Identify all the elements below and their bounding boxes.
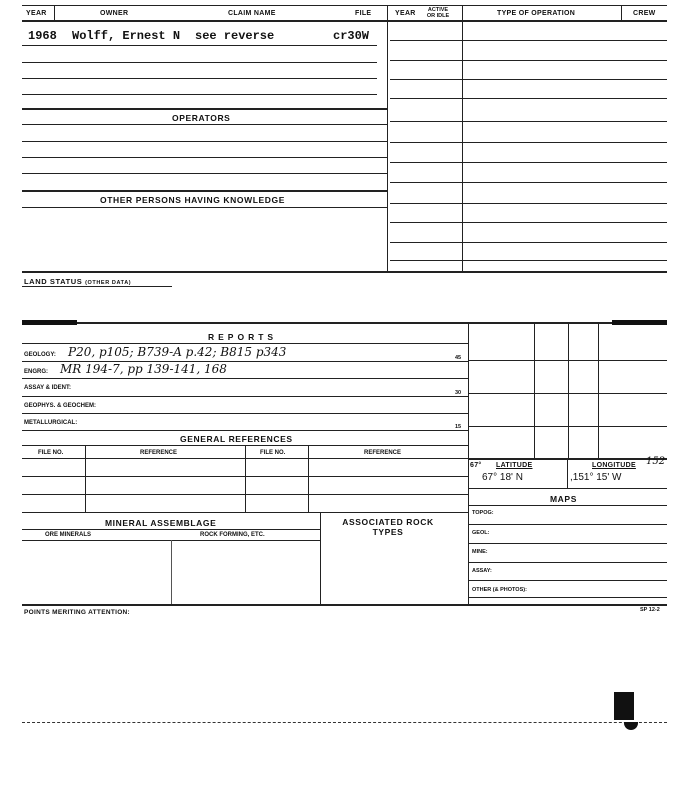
header-type-of-operation: TYPE OF OPERATION	[497, 10, 576, 17]
header-year-right: YEAR	[395, 10, 416, 17]
header-year: YEAR	[26, 10, 47, 17]
form-code: SP 12-2	[640, 607, 660, 613]
latitude-value: 67° 18' N	[482, 472, 523, 483]
grid-number-15: 15	[455, 424, 462, 430]
grid-number-30: 30	[455, 390, 462, 396]
map-other-label: OTHER (& PHOTOS):	[472, 587, 527, 593]
claim-name-value: see reverse	[195, 29, 275, 43]
geology-value: P20, p105; B739-A p.42; B815 p343	[68, 345, 287, 359]
ref-file-no-header-2: FILE NO.	[260, 450, 286, 456]
ore-minerals-header: ORE MINERALS	[45, 532, 92, 538]
land-status-heading: LAND STATUS (OTHER DATA)	[24, 277, 132, 286]
latitude-degree: 67°	[470, 462, 482, 469]
geology-label: GEOLOGY:	[24, 352, 56, 358]
associated-rock-types-heading: ASSOCIATED ROCK TYPES	[342, 517, 434, 537]
file-value: cr30W	[333, 29, 370, 43]
engrg-label: ENGRG:	[24, 369, 48, 375]
maps-heading: MAPS	[550, 494, 577, 504]
map-geol-label: GEOL:	[472, 530, 490, 536]
longitude-note: 152	[646, 456, 666, 467]
mineral-assemblage-heading: MINERAL ASSEMBLAGE	[105, 518, 217, 528]
map-mine-label: MINE:	[472, 549, 488, 555]
map-assay-label: ASSAY:	[472, 568, 492, 574]
map-topog-label: TOPOG:	[472, 510, 494, 516]
header-rule	[22, 20, 667, 22]
general-references-heading: GENERAL REFERENCES	[180, 434, 293, 444]
assay-ident-label: ASSAY & IDENT:	[24, 385, 72, 391]
band-mark-left	[22, 320, 77, 325]
grid-number-45: 45	[455, 355, 462, 361]
header-claim-name: CLAIM NAME	[228, 10, 276, 17]
header-active-or-idle: ACTIVE OR IDLE	[426, 7, 450, 19]
bottom-corner-mark	[614, 692, 634, 720]
longitude-label: LONGITUDE	[592, 462, 636, 469]
ref-file-no-header: FILE NO.	[38, 450, 64, 456]
other-persons-heading: OTHER PERSONS HAVING KNOWLEDGE	[100, 195, 286, 205]
ref-reference-header-2: REFERENCE	[364, 450, 402, 456]
ref-reference-header: REFERENCE	[140, 450, 178, 456]
band-mark-right	[612, 320, 667, 325]
header-crew: CREW	[633, 10, 656, 17]
rock-forming-header: ROCK FORMING, ETC.	[200, 532, 265, 538]
header-owner: OWNER	[100, 10, 129, 17]
operators-heading: OPERATORS	[172, 113, 231, 123]
geophys-label: GEOPHYS. & GEOCHEM:	[24, 403, 97, 409]
longitude-value: ,151° 15' W	[570, 472, 622, 483]
reports-heading: REPORTS	[208, 332, 278, 342]
right-column-divider	[387, 6, 388, 271]
owner-year: 1968	[28, 29, 57, 43]
points-meriting-attention: POINTS MERITING ATTENTION:	[24, 609, 131, 616]
header-file: FILE	[355, 10, 372, 17]
bottom-dashed-line	[22, 722, 667, 723]
metallurgical-label: METALLURGICAL:	[24, 420, 78, 426]
engrg-value: MR 194-7, pp 139-141, 168	[60, 362, 227, 376]
latitude-label: LATITUDE	[496, 462, 533, 469]
owner-name: Wolff, Ernest N	[72, 29, 181, 43]
